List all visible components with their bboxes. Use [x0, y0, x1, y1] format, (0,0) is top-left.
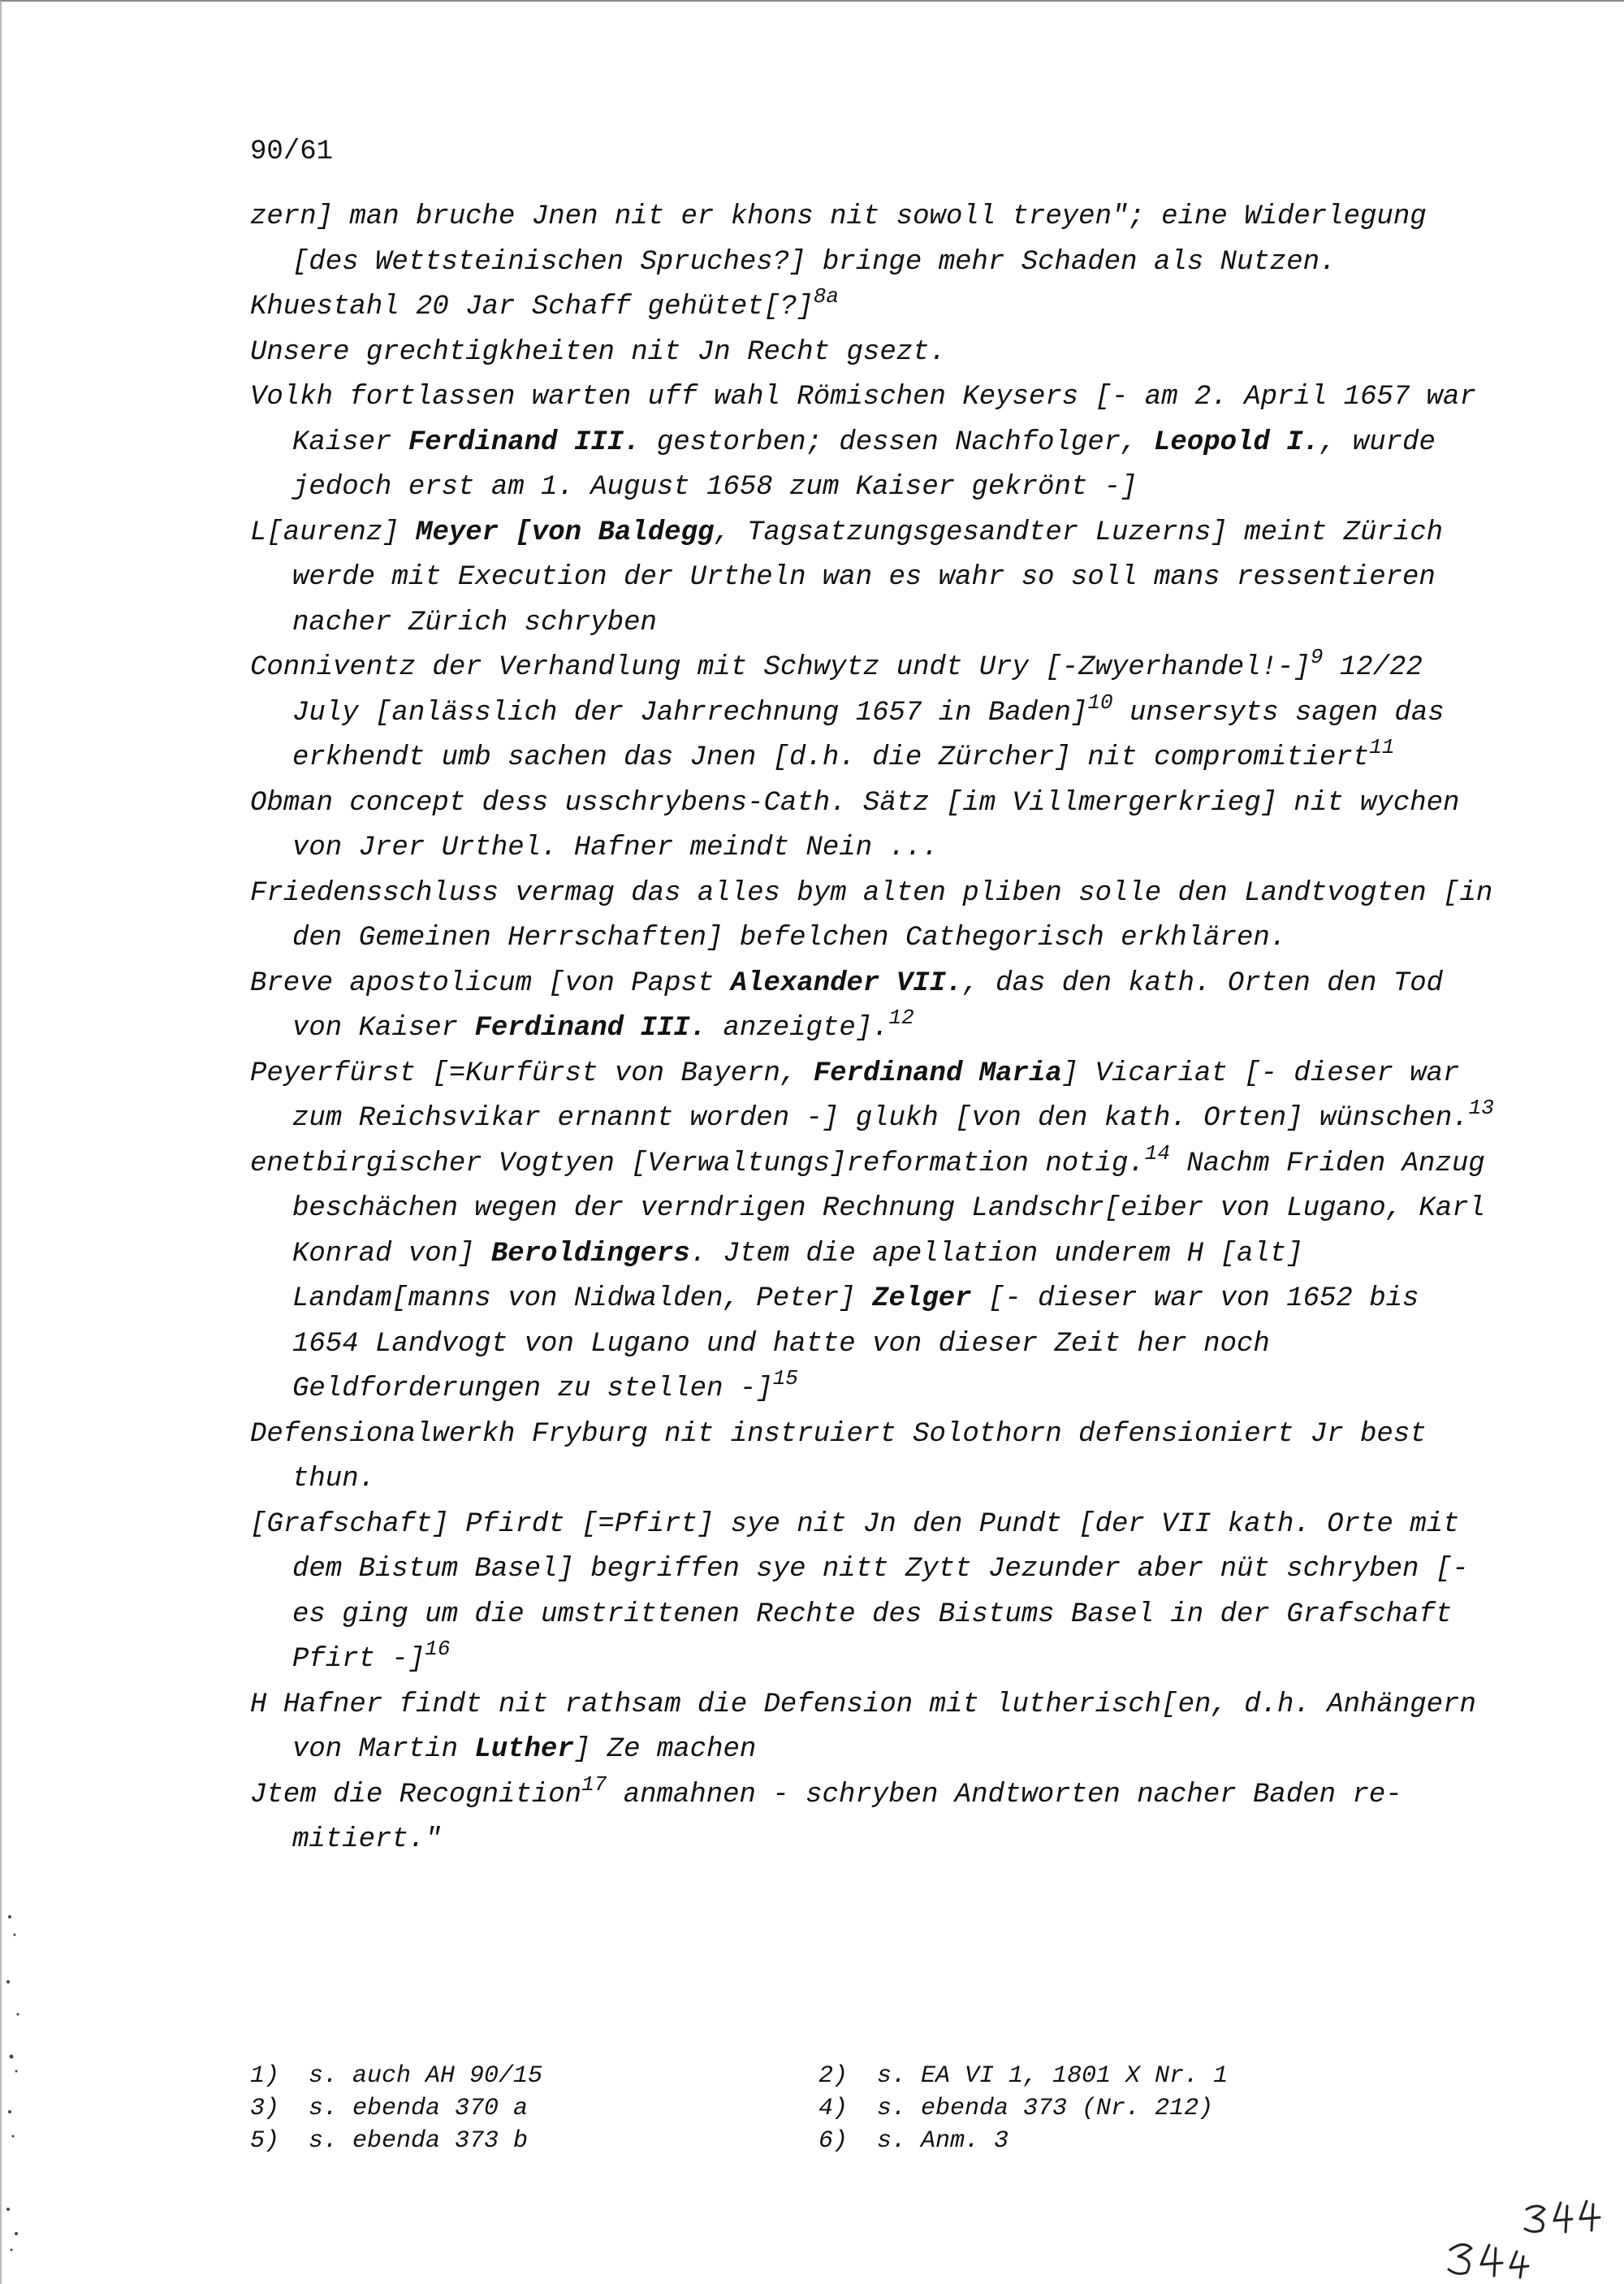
footnote: 5) s. ebenda 373 b — [250, 2127, 529, 2155]
footnote-marker: 8a — [813, 284, 839, 309]
text-entry — [250, 872, 1501, 962]
footnote: 6) s. Anm. 3 — [818, 2127, 1009, 2155]
footnote: 4) s. ebenda 373 (Nr. 212) — [818, 2095, 1214, 2122]
footnote-row — [250, 2060, 1387, 2092]
footnote-marker: 14 — [1144, 1140, 1170, 1166]
text-segment: [- dieser war von 1652 bis 1654 Landvogt von Lugano und hatte von dieser Zeit her noch Geldforderungen zu stellen -] — [292, 1283, 1419, 1404]
text-segment: anmahnen - schryben Andtworten nacher Baden remitiert." — [292, 1779, 1402, 1855]
footnote-marker: 17 — [581, 1771, 607, 1797]
text-entry — [250, 781, 1501, 872]
page-header: 90/61 — [250, 136, 334, 167]
text-entry — [250, 1773, 1501, 1863]
text-segment: , Tagsatzungsgesandter Luzerns] meint Zürich werde mit Execution der Urtheln wan es wahr so soll mans ressentieren nacher Zürich schryben — [292, 517, 1444, 638]
footnote: 1) s. auch AH 90/15 — [250, 2062, 543, 2090]
handwritten-page-number — [1439, 2191, 1609, 2281]
footnote-marker: 13 — [1468, 1096, 1494, 1120]
text-entry — [250, 1412, 1501, 1503]
text-entry — [250, 195, 1501, 285]
text-segment: Khuestahl 20 Jar Schaff gehütet[?] — [250, 292, 814, 322]
bold-name: Alexander VII. — [730, 967, 963, 999]
footnote-marker: 15 — [772, 1366, 798, 1391]
text-segment: Unsere grechtigkheiten nit Jn Recht gsezt. — [250, 336, 946, 368]
text-segment: Obman concept dess usschrybens-Cath. Sätz [im Villmergerkrieg] nit wychen von Jrer Urthel. Hafner meindt Nein ... — [250, 787, 1460, 863]
text-entry — [250, 1503, 1501, 1683]
bold-name: Ferdinand Maria — [813, 1058, 1062, 1089]
footnote: 3) s. ebenda 370 a — [250, 2095, 529, 2122]
text-segment: unsersyts sagen das erkhendt umb sachen das Jnen [d.h. die Zürcher] nit compromitiert — [292, 697, 1445, 773]
bold-name: Meyer [von Baldegg — [416, 517, 715, 548]
text-segment: , das den kath. Orten den Tod von Kaiser — [292, 967, 1444, 1044]
text-segment: Defensionalwerkh Fryburg nit instruiert Solothorn defensioniert Jr best thun. — [250, 1418, 1427, 1495]
margin-specks — [0, 1868, 32, 2284]
footnotes — [250, 2060, 1387, 2157]
text-segment: H Hafner findt nit rathsam die Defension mit lutherisch[en, d.h. Anhängern von Martin — [250, 1689, 1476, 1765]
bold-name: Zelger — [872, 1283, 972, 1314]
text-entry — [250, 1052, 1501, 1142]
text-segment: [Grafschaft] Pfirdt [=Pfirt] sye nit Jn den Pundt [der VII kath. Orte mit dem Bistum Basel] begriffen sye nitt Zytt Jezunder aber nüt schryben [- es ging um die umstrittenen Rechte des Bistums Basel in der Grafschaft Pfirt -] — [250, 1508, 1469, 1675]
text-segment: anzeigte]. — [706, 1013, 889, 1044]
text-entry — [250, 1683, 1501, 1773]
footnote-marker: 12 — [888, 1006, 914, 1030]
text-entry — [250, 285, 1501, 331]
text-segment: enetbirgischer Vogtyen [Verwaltungs]reformation notig. — [250, 1148, 1145, 1179]
text-segment: Jtem die Recognition — [250, 1779, 582, 1810]
text-segment: Friedensschluss vermag das alles bym alten pliben solle den Landtvogten [in den Gemeinen Herrschaften] befelchen Cathegorisch erkhlären. — [250, 877, 1493, 954]
text-entry — [250, 1142, 1501, 1412]
footnote-marker: 10 — [1087, 690, 1113, 715]
footnote-marker: 9 — [1310, 645, 1324, 669]
text-segment: Nachm Friden Anzug beschächen wegen der verndrigen Rechnung Landschr[eiber von Lugano, Karl Konrad von] — [292, 1148, 1486, 1270]
text-segment: gestorben; dessen Nachfolger, — [640, 426, 1154, 458]
text-segment: Volkh fortlassen warten uff wahl Römischen Keysers [- am 2. April 1657 war Kaiser — [250, 382, 1476, 458]
text-segment: 12/22 July [anlässlich der Jahrrechnung 1657 in Baden] — [292, 652, 1423, 729]
footnote: 2) s. EA VI 1, 1801 X Nr. 1 — [818, 2062, 1229, 2090]
footnote-row — [250, 2125, 1387, 2157]
bold-name: Leopold I. — [1154, 426, 1320, 458]
text-entry — [250, 511, 1501, 647]
text-segment: Conniventz der Verhandlung mit Schwytz undt Ury [-Zwyerhandel!-] — [250, 652, 1311, 683]
text-entry — [250, 646, 1501, 781]
bold-name: Ferdinand III. — [474, 1013, 707, 1044]
text-segment: Peyerfürst [=Kurfürst von Bayern, — [250, 1058, 814, 1089]
text-segment: ] Vicariat [- dieser war zum Reichsvikar ernannt worden -] glukh [von den kath. Orten] wünschen. — [292, 1058, 1469, 1134]
bold-name: Ferdinand III. — [408, 426, 641, 458]
text-segment: Breve apostolicum [von Papst — [250, 967, 731, 999]
text-segment: L[aurenz] — [250, 517, 417, 548]
text-entry — [250, 331, 1501, 376]
text-segment: , wurde jedoch erst am 1. August 1658 zum Kaiser gekrönt -] — [292, 426, 1436, 503]
footnote-row — [250, 2092, 1387, 2125]
text-segment: ] Ze machen — [573, 1734, 757, 1765]
bold-name: Luther — [474, 1734, 574, 1765]
text-segment: . Jtem die apellation underem H [alt] Landam[manns von Nidwalden, Peter] — [292, 1238, 1303, 1314]
text-segment: zern] man bruche Jnen nit er khons nit sowoll treyen"; eine Widerlegung [des Wettsteinischen Spruches?] bringe mehr Schaden als Nutzen. — [250, 201, 1427, 278]
bold-name: Beroldingers — [490, 1238, 690, 1270]
document-body — [250, 195, 1501, 1863]
footnote-marker: 11 — [1369, 735, 1395, 759]
text-entry — [250, 962, 1501, 1052]
text-entry — [250, 375, 1501, 511]
footnote-marker: 16 — [425, 1637, 451, 1661]
